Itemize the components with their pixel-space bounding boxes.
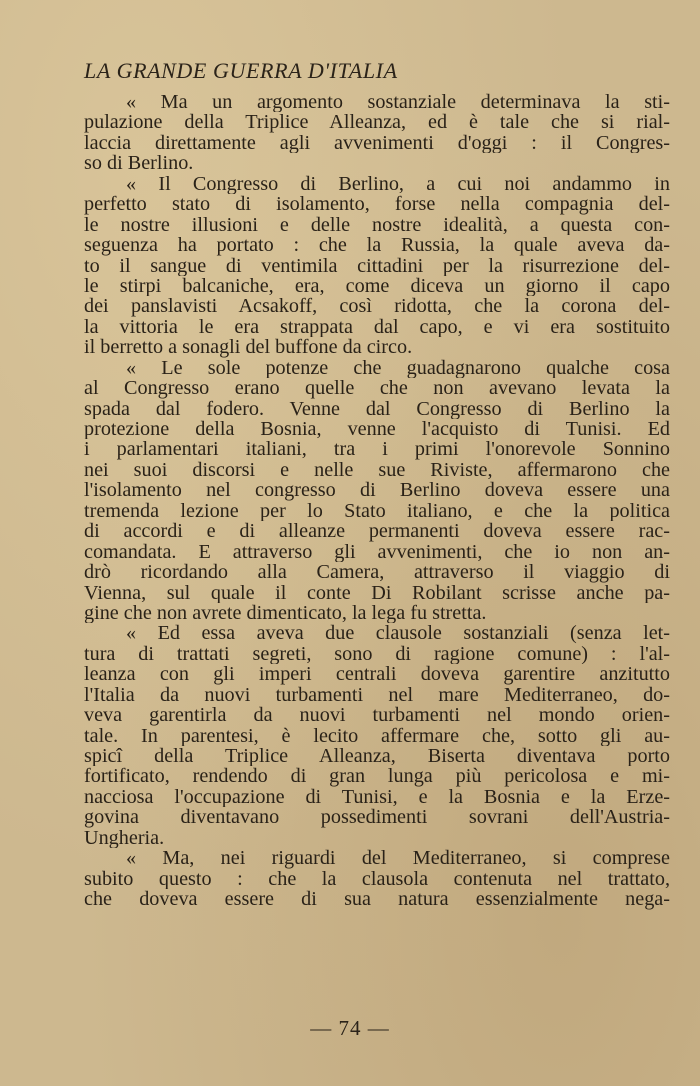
text-line: tale. In parentesi, è lecito affermare che, sotto gli au- xyxy=(84,725,670,746)
text-line: fortificato, rendendo di gran lunga più pericolosa e mi- xyxy=(84,766,670,787)
text-line: tura di trattati segreti, sono di ragione comune) : l'al- xyxy=(84,643,670,665)
text-line: « Le sole potenze che guadagnarono qualche cosa xyxy=(126,357,670,379)
text-line: la vittoria le era strappata dal capo, e vi era sostituito xyxy=(84,316,670,338)
text-line: al Congresso erano quelle che non avevano levata la xyxy=(84,378,670,399)
text-line: leanza con gli imperi centrali doveva garentire anzitutto xyxy=(84,664,670,685)
text-line: dei panslavisti Acsakoff, così ridotta, che la corona del- xyxy=(84,296,670,317)
text-line: l'Italia da nuovi turbamenti nel mare Mediterraneo, do- xyxy=(84,684,670,706)
text-line: il berretto a sonagli del buffone da circo. xyxy=(84,337,413,358)
body-text xyxy=(84,92,670,910)
text-line: to il sangue di ventimila cittadini per la risurrezione del- xyxy=(84,255,670,276)
text-line: di accordi e di alleanze permanenti doveva essere rac- xyxy=(84,521,670,542)
text-line: Vienna, sul quale il conte Di Robilant scrisse anche pa- xyxy=(84,582,670,603)
running-header: LA GRANDE GUERRA D'ITALIA xyxy=(84,58,398,83)
text-line: govina diventavano possedimenti sovrani dell'Austria- xyxy=(84,807,670,828)
text-line: « Ma, nei riguardi del Mediterraneo, si comprese xyxy=(126,848,670,869)
text-line: spada dal fodero. Venne dal Congresso di Berlino la xyxy=(84,398,670,419)
text-line: « Ma un argomento sostanziale determinava la sti- xyxy=(126,92,670,113)
text-line: laccia direttamente agli avvenimenti d'oggi : il Congres- xyxy=(84,132,670,154)
text-line: gine che non avrete dimenticato, la lega fu stretta. xyxy=(84,602,487,624)
text-line: perfetto stato di isolamento, forse nella compagnia del- xyxy=(84,194,670,215)
text-line: i parlamentari italiani, tra i primi l'onorevole Sonnino xyxy=(84,439,670,460)
text-line: nei suoi discorsi e nelle sue Riviste, affermarono che xyxy=(84,459,670,481)
text-line: pulazione della Triplice Alleanza, ed è tale che si rial- xyxy=(84,112,670,133)
text-line: nacciosa l'occupazione di Tunisi, e la Bosnia e la Erze- xyxy=(84,786,670,808)
text-line: subito questo : che la clausola contenuta nel trattato, xyxy=(84,868,670,890)
text-line: seguenza ha portato : che la Russia, la quale aveva da- xyxy=(84,235,670,256)
text-line: tremenda lezione per lo Stato italiano, e che la politica xyxy=(84,500,670,522)
text-line: Ungheria. xyxy=(84,827,165,849)
text-line: so di Berlino. xyxy=(84,153,194,174)
text-line: le nostre illusioni e delle nostre idealità, a questa con- xyxy=(84,214,670,236)
text-line: drò ricordando alla Camera, attraverso il viaggio di xyxy=(84,562,670,583)
text-line: l'isolamento nel congresso di Berlino doveva essere una xyxy=(84,480,670,501)
text-line: le stirpi balcaniche, era, come diceva un giorno il capo xyxy=(84,275,670,297)
text-line: « Ed essa aveva due clausole sostanziali (senza let- xyxy=(126,623,670,644)
text-line: spicî della Triplice Alleanza, Biserta diventava porto xyxy=(84,746,670,767)
page-number: — 74 — xyxy=(310,1016,390,1040)
text-line: veva garentirla da nuovi turbamenti nel mondo orien- xyxy=(84,705,670,726)
text-line: comandata. E attraverso gli avvenimenti, che io non an- xyxy=(84,541,670,563)
text-line: protezione della Bosnia, venne l'acquisto di Tunisi. Ed xyxy=(84,419,670,440)
text-line: « Il Congresso di Berlino, a cui noi andammo in xyxy=(126,173,670,195)
text-line: che doveva essere di sua natura essenzialmente nega- xyxy=(84,889,670,910)
